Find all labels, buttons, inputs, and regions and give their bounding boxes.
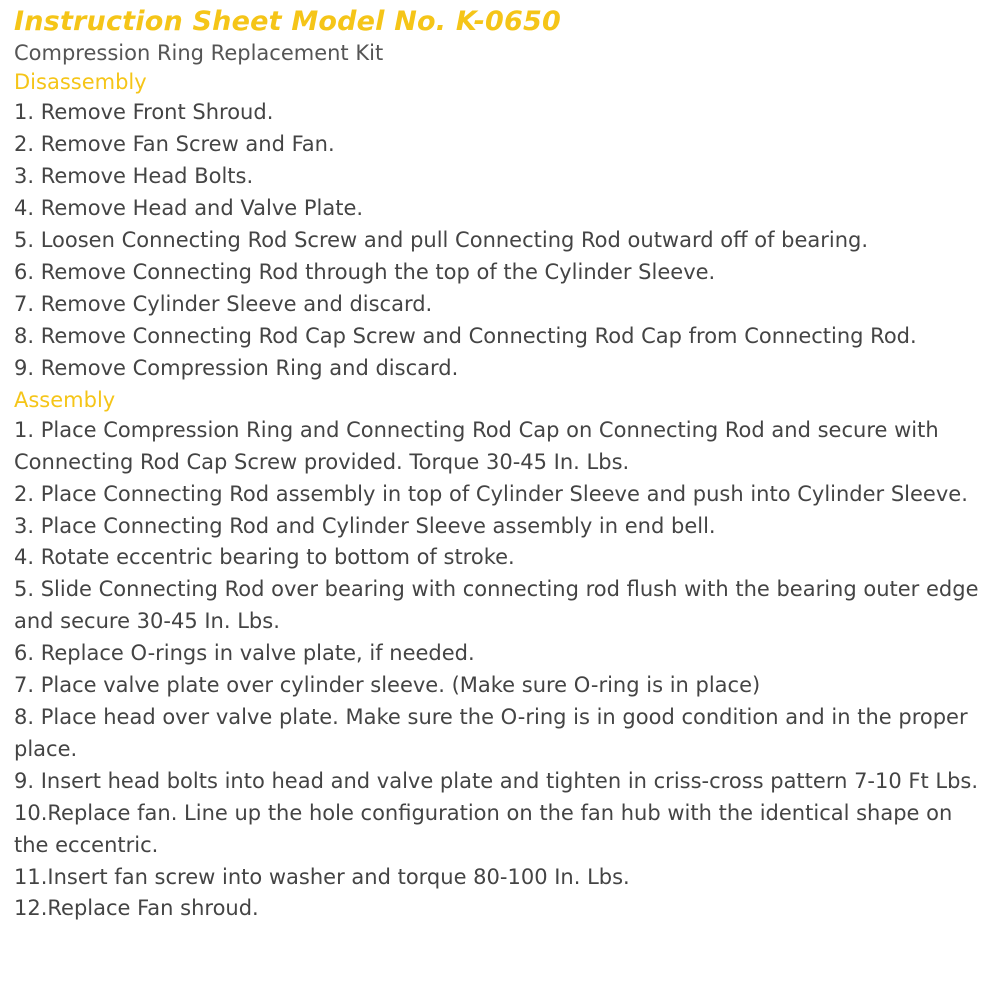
list-item: 5. Loosen Connecting Rod Screw and pull Connecting Rod outward off of bearing. xyxy=(14,228,869,253)
section-disassembly xyxy=(14,69,990,384)
list-item: 7. Place valve plate over cylinder sleeve. (Make sure O-ring is in place) xyxy=(14,673,761,698)
list-item: 6. Replace O-rings in valve plate, if needed. xyxy=(14,641,475,666)
steps-assembly xyxy=(14,415,990,926)
list-item: 2. Remove Fan Screw and Fan. xyxy=(14,132,335,157)
list-item: 8. Remove Connecting Rod Cap Screw and Connecting Rod Cap from Connecting Rod. xyxy=(14,323,917,348)
list-item: 8. Place head over valve plate. Make sure the O-ring is in good condition and in the proper place. xyxy=(14,705,968,761)
section-assembly xyxy=(14,387,990,926)
list-item: 9. Remove Compression Ring and discard. xyxy=(14,355,459,380)
list-item: 3. Place Connecting Rod and Cylinder Sleeve assembly in end bell. xyxy=(14,513,716,538)
list-item: 12.Replace Fan shroud. xyxy=(14,896,259,921)
list-item: 6. Remove Connecting Rod through the top of the Cylinder Sleeve. xyxy=(14,259,716,284)
list-item: 1. Place Compression Ring and Connecting Rod Cap on Connecting Rod and secure with Connecting Rod Cap Screw provided. Torque 30-45 In. Lbs. xyxy=(14,417,939,474)
list-item: 7. Remove Cylinder Sleeve and discard. xyxy=(14,291,433,316)
steps-disassembly xyxy=(14,97,990,384)
list-item: 5. Slide Connecting Rod over bearing with connecting rod flush with the bearing outer edge and secure 30-45 In. Lbs. xyxy=(14,577,979,634)
page-subtitle: Compression Ring Replacement Kit xyxy=(14,40,384,65)
section-heading-assembly: Assembly xyxy=(14,387,116,412)
page-title: Instruction Sheet Model No. K-0650 xyxy=(14,6,561,37)
section-heading-disassembly: Disassembly xyxy=(14,70,147,95)
list-item: 4. Remove Head and Valve Plate. xyxy=(14,196,364,221)
list-item: 1. Remove Front Shroud. xyxy=(14,100,274,125)
list-item: 2. Place Connecting Rod assembly in top of Cylinder Sleeve and push into Cylinder Sleeve. xyxy=(14,481,968,506)
list-item: 10.Replace fan. Line up the hole configuration on the fan hub with the identical shape on the eccentric. xyxy=(14,800,953,857)
list-item: 11.Insert fan screw into washer and torque 80-100 In. Lbs. xyxy=(14,864,630,889)
list-item: 3. Remove Head Bolts. xyxy=(14,164,254,189)
list-item: 4. Rotate eccentric bearing to bottom of stroke. xyxy=(14,545,515,570)
list-item: 9. Insert head bolts into head and valve plate and tighten in criss-cross pattern 7-10 Ft Lbs. xyxy=(14,768,979,793)
